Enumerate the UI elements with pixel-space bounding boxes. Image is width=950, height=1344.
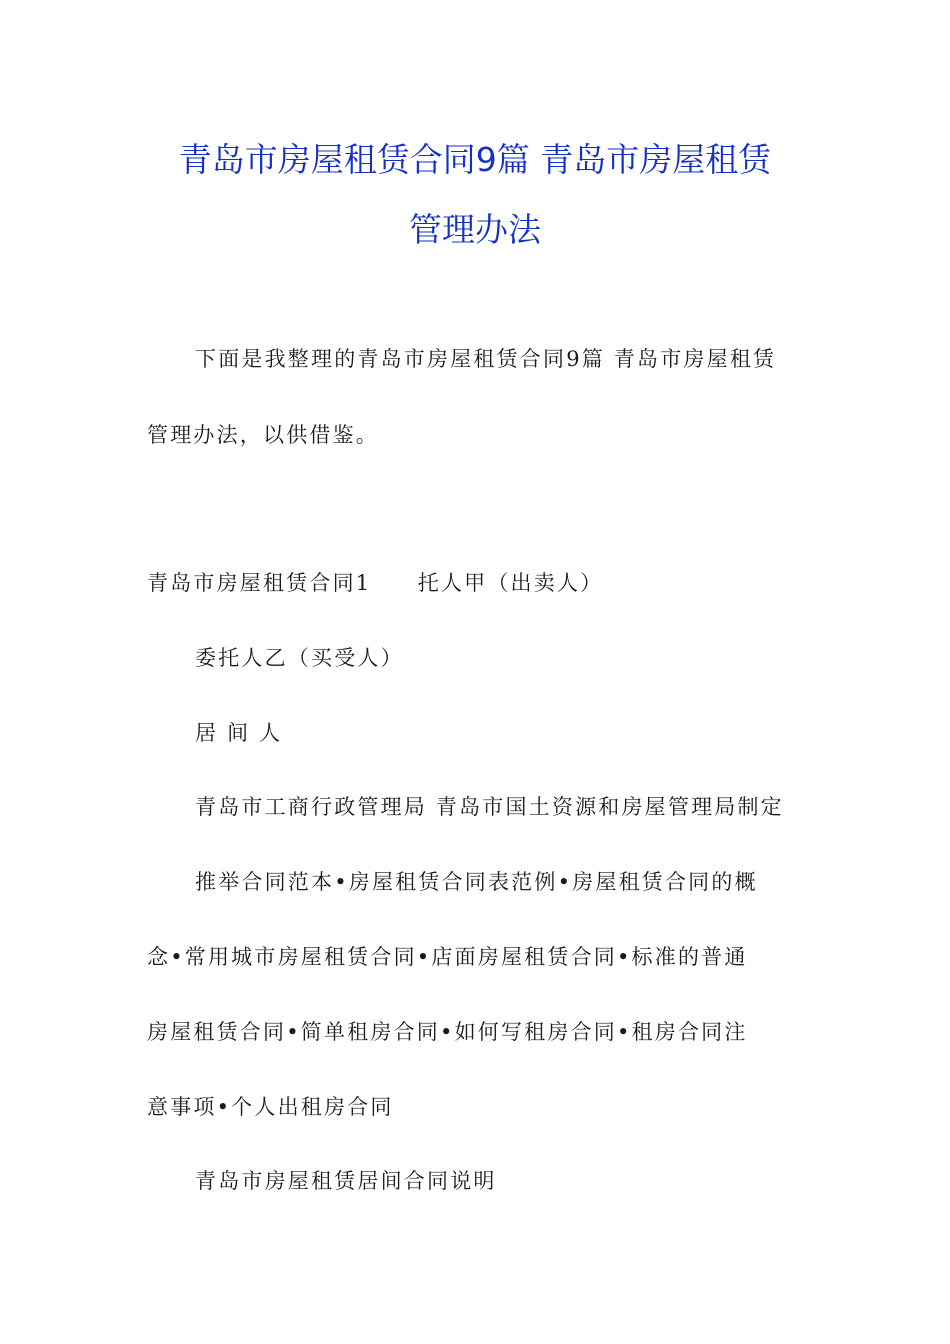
issuer-line: 青岛市工商行政管理局 青岛市国土资源和房屋管理局制定	[195, 795, 784, 819]
intro-paragraph-line-2: 管理办法，以供借鉴。	[147, 423, 379, 447]
explanation-heading: 青岛市房屋租赁居间合同说明	[195, 1169, 497, 1193]
section-heading: 青岛市房屋租赁合同1 托人甲（出卖人）	[147, 571, 604, 595]
related-links-line-3: 房屋租赁合同•简单租房合同•如何写租房合同•租房合同注	[147, 1020, 748, 1044]
document-title-line-1: 青岛市房屋租赁合同9篇 青岛市房屋租赁	[178, 140, 772, 179]
intro-paragraph-line-1: 下面是我整理的青岛市房屋租赁合同9篇 青岛市房屋租赁	[195, 347, 777, 371]
broker-line: 居 间 人	[195, 721, 283, 745]
related-links-line-1: 推举合同范本•房屋租赁合同表范例•房屋租赁合同的概	[195, 870, 758, 894]
related-links-line-4: 意事项•个人出租房合同	[147, 1095, 394, 1119]
related-links-line-2: 念•常用城市房屋租赁合同•店面房屋租赁合同•标准的普通	[147, 945, 748, 969]
party-b-line: 委托人乙（买受人）	[195, 646, 404, 670]
document-title-line-2: 管理办法	[409, 210, 541, 249]
